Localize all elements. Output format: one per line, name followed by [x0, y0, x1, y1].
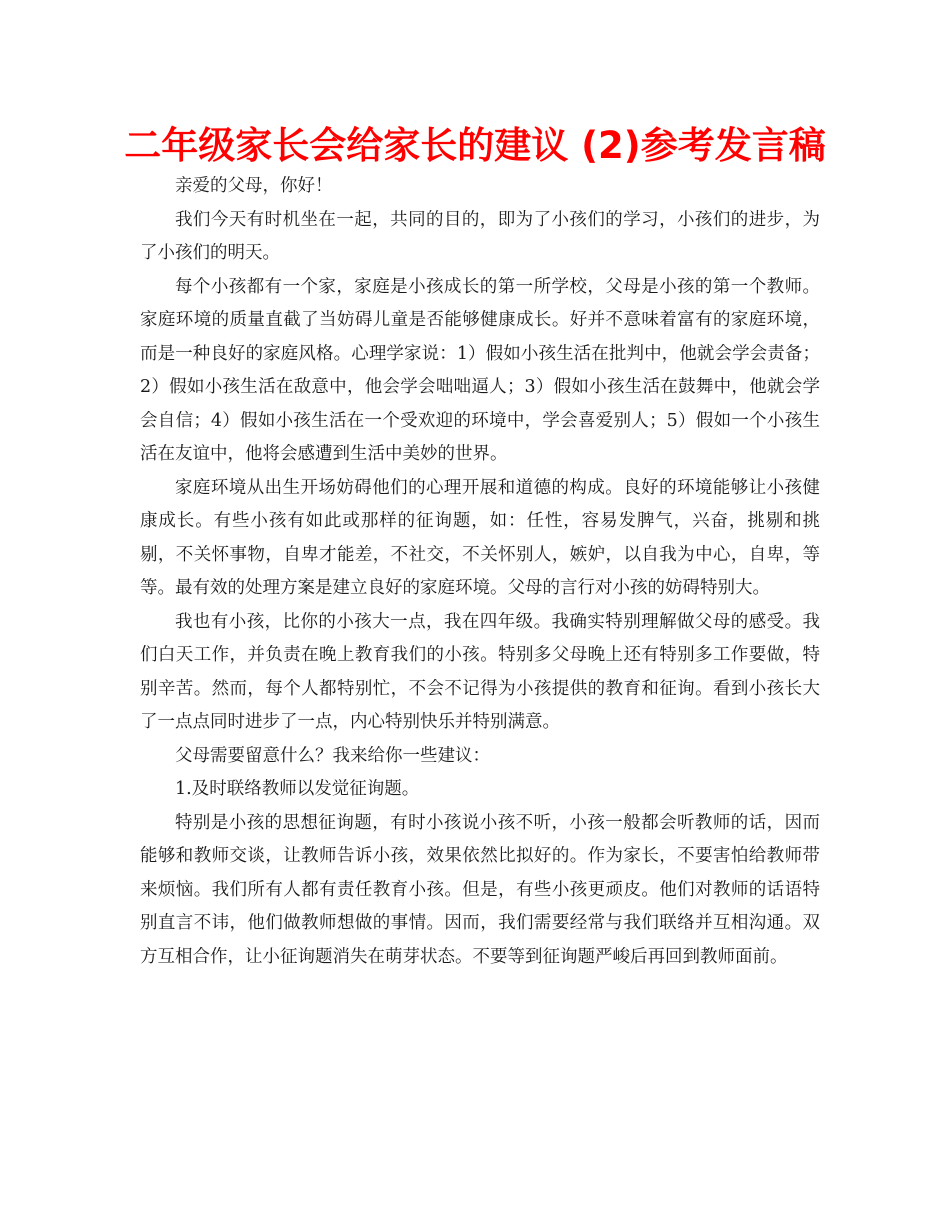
paragraph-personal-experience: 我也有小孩，比你的小孩大一点，我在四年级。我确实特别理解做父母的感受。我们白天工作，并负责在晚上教育我们的小孩。特别多父母晚上还有特别多工作要做，特别辛苦。然而，每个人都特别忙，不会不记得为小孩提供的教育和征询。看到小孩长大了一点点同时进步了一点，内心特别快乐并特别满意。 — [140, 611, 820, 732]
paragraph-advice-1-heading: 1.及时联络教师以发觉征询题。 — [175, 779, 420, 799]
paragraph-advice-1-body: 特别是小孩的思想征询题，有时小孩说小孩不听，小孩一般都会听教师的话，因而能够和教师交谈，让教师告诉小孩，效果依然比拟好的。作为家长，不要害怕给教师带来烦恼。我们所有人都有责任教育小孩。但是，有些小孩更顽皮。他们对教师的话语特别直言不讳，他们做教师想做的事情。因而，我们需要经常与我们联络并互相沟通。双方互相合作，让小征询题消失在萌芽状态。不要等到征询题严峻后再回到教师面前。 — [140, 812, 820, 967]
paragraph-family-environment: 家庭环境从出生开场妨碍他们的心理开展和道德的构成。良好的环境能够让小孩健康成长。有些小孩有如此或那样的征询题，如：任性，容易发脾气，兴奋，挑剔和挑剔，不关怀事物，自卑才能差，不社交，不关怀别人，嫉妒，以自我为中心，自卑，等等。最有效的处理方案是建立良好的家庭环境。父母的言行对小孩的妨碍特别大。 — [140, 477, 820, 598]
paragraph-purpose: 我们今天有时机坐在一起，共同的目的，即为了小孩们的学习，小孩们的进步，为了小孩们的明天。 — [140, 209, 820, 263]
paragraph-greeting: 亲爱的父母，你好！ — [175, 176, 333, 196]
paragraph-advice-intro: 父母需要留意什么？我来给你一些建议： — [175, 745, 490, 766]
document-body — [140, 170, 820, 974]
paragraph-home-school: 每个小孩都有一个家，家庭是小孩成长的第一所学校，父母是小孩的第一个教师。家庭环境的质量直截了当妨碍儿童是否能够健康成长。好并不意味着富有的家庭环境，而是一种良好的家庭风格。心理学家说：1）假如小孩生活在批判中，他就会学会责备；2）假如小孩生活在敌意中，他会学会咄咄逼人；3）假如小孩生活在鼓舞中，他就会学会自信；4）假如小孩生活在一个受欢迎的环境中，学会喜爱别人；5）假如一个小孩生活在友谊中，他将会感遭到生活中美妙的世界。 — [140, 276, 820, 464]
document-title: 二年级家长会给家长的建议 (2)参考发言稿 — [124, 124, 826, 167]
